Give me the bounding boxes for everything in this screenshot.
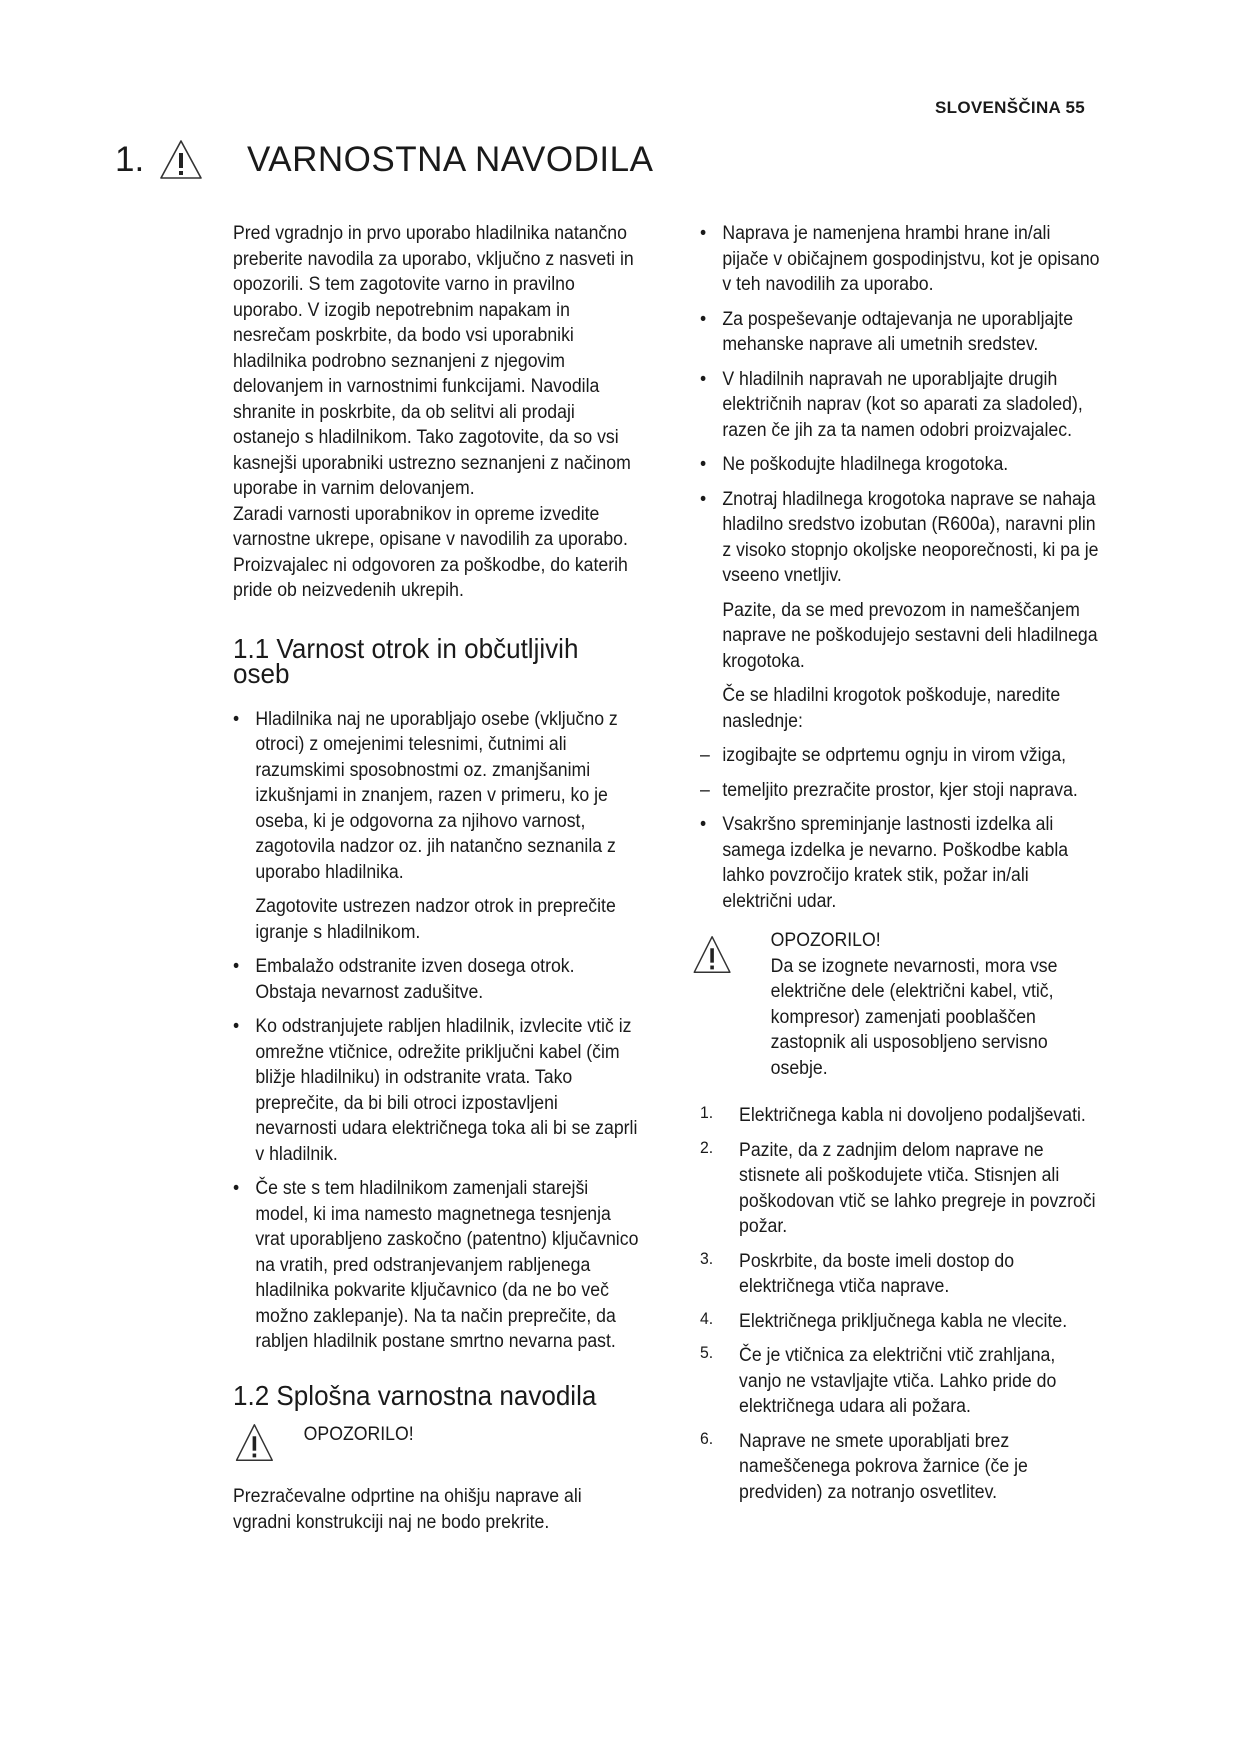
list-item-text: Ne poškodujte hladilnega krogotoka. [722, 454, 1009, 475]
list-item [700, 221, 1100, 298]
numbered-item [700, 1343, 1100, 1420]
item-text: Če je vtičnica za električni vtič zrahljana, vanjo ne vstavljajte vtiča. Lahko pride do električnega udara ali požara. [739, 1345, 1057, 1417]
list-item-note: Pazite, da se med prevozom in nameščanjem naprave ne poškodujejo sestavni deli hladilnega krogotoka. [722, 599, 1098, 672]
dash-icon: – [700, 745, 710, 766]
list-item [233, 707, 638, 946]
bullet-icon: • [233, 1016, 240, 1037]
general-safety-list [700, 221, 1100, 734]
chapter-number: 1. [115, 140, 145, 179]
intro-paragraph-2: Zaradi varnosti uporabnikov in opreme izvedite varnostne ukrepe, opisane v navodilih za uporabo. Proizvajalec ni odgovoren za poškodbe, do katerih pride ob neizvedenih ukrepih. [233, 503, 628, 601]
warning-box [691, 928, 1100, 1081]
bullet-icon: • [700, 454, 707, 475]
item-text: Električnega kabla ni dovoljeno podaljševati. [739, 1105, 1086, 1126]
list-item [700, 487, 1100, 735]
list-item [233, 954, 638, 1005]
intro-paragraph: Pred vgradnjo in prvo uporabo hladilnika natančno preberite navodila za uporabo, vključno z nasveti in opozorili. S tem zagotovite varno in pravilno uporabo. V izogib nepotrebnim napakam in nesrečam poskrbite, da bodo vsi uporabniki hladilnika podrobno seznanjeni z njegovim delovanjem in varnostnimi funkcijami. Navodila shranite in poskrbite, da ob selitvi ali prodaji ostanejo s hladilnikom. Tako zagotovite, da so vsi kasnejši uporabniki ustrezno seznanjeni z načinom uporabe in varnim delovanjem. [233, 223, 634, 499]
item-number: 4. [700, 1308, 714, 1328]
list-item-text: Za pospeševanje odtajevanja ne uporabljajte mehanske naprave ali umetnih sredstev. [722, 308, 1074, 355]
list-item-text: Embalažo odstranite izven dosega otrok. Obstaja nevarnost zadušitve. [255, 956, 575, 1003]
list-item [700, 812, 1100, 914]
item-number: 1. [700, 1103, 714, 1122]
warning-content [771, 928, 1100, 1081]
bullet-icon: • [700, 814, 707, 835]
right-column [700, 221, 1100, 1514]
child-safety-list [233, 707, 638, 1355]
list-item-note: Zagotovite ustrezen nadzor otrok in preprečite igranje s hladilnikom. [255, 896, 616, 943]
item-number: 6. [700, 1428, 714, 1448]
dash-list [700, 743, 1100, 803]
list-item-text: Če ste s tem hladilnikom zamenjali starejši model, ki ima namesto magnetnega tesnjenja vrat uporabljeno zaskočno (patentno) ključavnico na vratih, pred odstranjevanjem rabljenega hladilnika pokvarite ključavnico (da ne bo več možno zaklepanje). Na ta način preprečite, da rabljen hladilnik postane smrtno nevarna past. [255, 1178, 639, 1352]
numbered-item [700, 1103, 1100, 1129]
dash-item [700, 778, 1100, 804]
section-1-1-title: 1.1 Varnost otrok in občutljivih oseb [233, 632, 579, 689]
item-text: Poskrbite, da boste imeli dostop do električnega vtiča naprave. [739, 1250, 1015, 1297]
chapter-title: VARNOSTNA NAVODILA [247, 140, 654, 179]
item-number: 3. [700, 1248, 714, 1268]
left-column [233, 221, 638, 1535]
item-text: Naprave ne smete uporabljati brez nameščenega pokrova žarnice (če je predviden) za notranjo osvetlitev. [739, 1430, 1028, 1503]
dash-item-text: izogibajte se odprtemu ognju in virom vžiga, [722, 745, 1067, 766]
list-item [233, 1176, 638, 1355]
warning-label: OPOZORILO! [770, 930, 881, 951]
list-item-text: Vsakršno spreminjanje lastnosti izdelka ali samega izdelka je nevarno. Poškodbe kabla lahko povzročijo kratek stik, požar in/ali električni udar. [722, 814, 1069, 912]
list-item-text: Naprava je namenjena hrambi hrane in/ali pijače v običajnem gospodinjstvu, kot je opisano v teh navodilih za uporabo. [722, 223, 1100, 295]
list-item [233, 1014, 638, 1167]
list-item [700, 452, 1100, 478]
dash-item [700, 743, 1100, 769]
dash-icon: – [700, 779, 710, 801]
item-number: 2. [700, 1137, 714, 1157]
warning-icon [157, 136, 205, 184]
ventilation-note: Prezračevalne odprtine na ohišju naprave ali vgradni konstrukciji naj ne bodo prekrite. [233, 1486, 582, 1533]
numbered-list [700, 1103, 1100, 1505]
bullet-icon: • [700, 368, 707, 390]
item-number: 5. [700, 1343, 714, 1362]
warning-box [233, 1416, 638, 1466]
section-1-2-title: 1.2 Splošna varnostna navodila [233, 1379, 597, 1411]
numbered-item [700, 1138, 1100, 1240]
numbered-item [700, 1249, 1100, 1300]
list-item-text: Hladilnika naj ne uporabljajo osebe (vključno z otroci) z omejenimi telesnimi, čutnimi ali razumskimi sposobnostmi oz. zmanjšanimi izkušnjami in znanjem, razen v primeru, ko je oseba, ki je odgovorna za njihovo varnost, zagotovila nadzor oz. jih natančno seznanila z uporabo hladilnika. [255, 708, 618, 883]
warning-label: OPOZORILO! [303, 1424, 414, 1445]
item-text: Pazite, da z zadnjim delom naprave ne stisnete ali poškodujete vtiča. Stisnjen ali poškodovan vtič se lahko pregreje in povzroči požar. [739, 1139, 1096, 1237]
dash-item-text: temeljito prezračite prostor, kjer stoji naprava. [722, 779, 1078, 801]
page-header: SLOVENŠČINA 55 [935, 98, 1085, 117]
list-item-note-2: Če se hladilni krogotok poškoduje, naredite naslednje: [722, 685, 1061, 732]
bullet-icon: • [233, 1178, 240, 1199]
list-item-text: Ko odstranjujete rabljen hladilnik, izvlecite vtič iz omrežne vtičnice, odrežite priključni kabel (čim bližje hladilniku) in odstranite vrata. Tako preprečite, da bi bili otroci izpostavljeni nevarnosti udara električnega toka ali bi se zaprli v hladilnik. [255, 1016, 638, 1165]
general-safety-list-2 [700, 812, 1100, 914]
item-text: Električnega priključnega kabla ne vlecite. [739, 1310, 1068, 1332]
bullet-icon: • [700, 308, 707, 330]
warning-text: Da se izognete nevarnosti, mora vse električne dele (električni kabel, vtič, kompresor) zamenjati pooblaščen zastopnik ali usposobljeno servisno osebje. [770, 955, 1058, 1079]
bullet-icon: • [700, 223, 707, 244]
bullet-icon: • [233, 956, 240, 977]
bullet-icon: • [700, 488, 707, 510]
list-item-text: Znotraj hladilnega krogotoka naprave se nahaja hladilno sredstvo izobutan (R600a), naravni plin z visoko stopnjo okoljske neoporečnosti, ki pa je vseeno vnetljiv. [722, 488, 1099, 586]
warning-icon [691, 932, 734, 978]
bullet-icon: • [233, 708, 240, 730]
numbered-item [700, 1429, 1100, 1506]
numbered-item [700, 1309, 1100, 1335]
chapter-heading [115, 136, 653, 184]
list-item [700, 307, 1100, 358]
list-item-text: V hladilnih napravah ne uporabljajte drugih električnih naprav (kot so aparati za sladoled), razen če jih za ta namen odobri proizvajalec. [722, 368, 1083, 441]
list-item [700, 367, 1100, 444]
warning-icon [233, 1420, 276, 1466]
